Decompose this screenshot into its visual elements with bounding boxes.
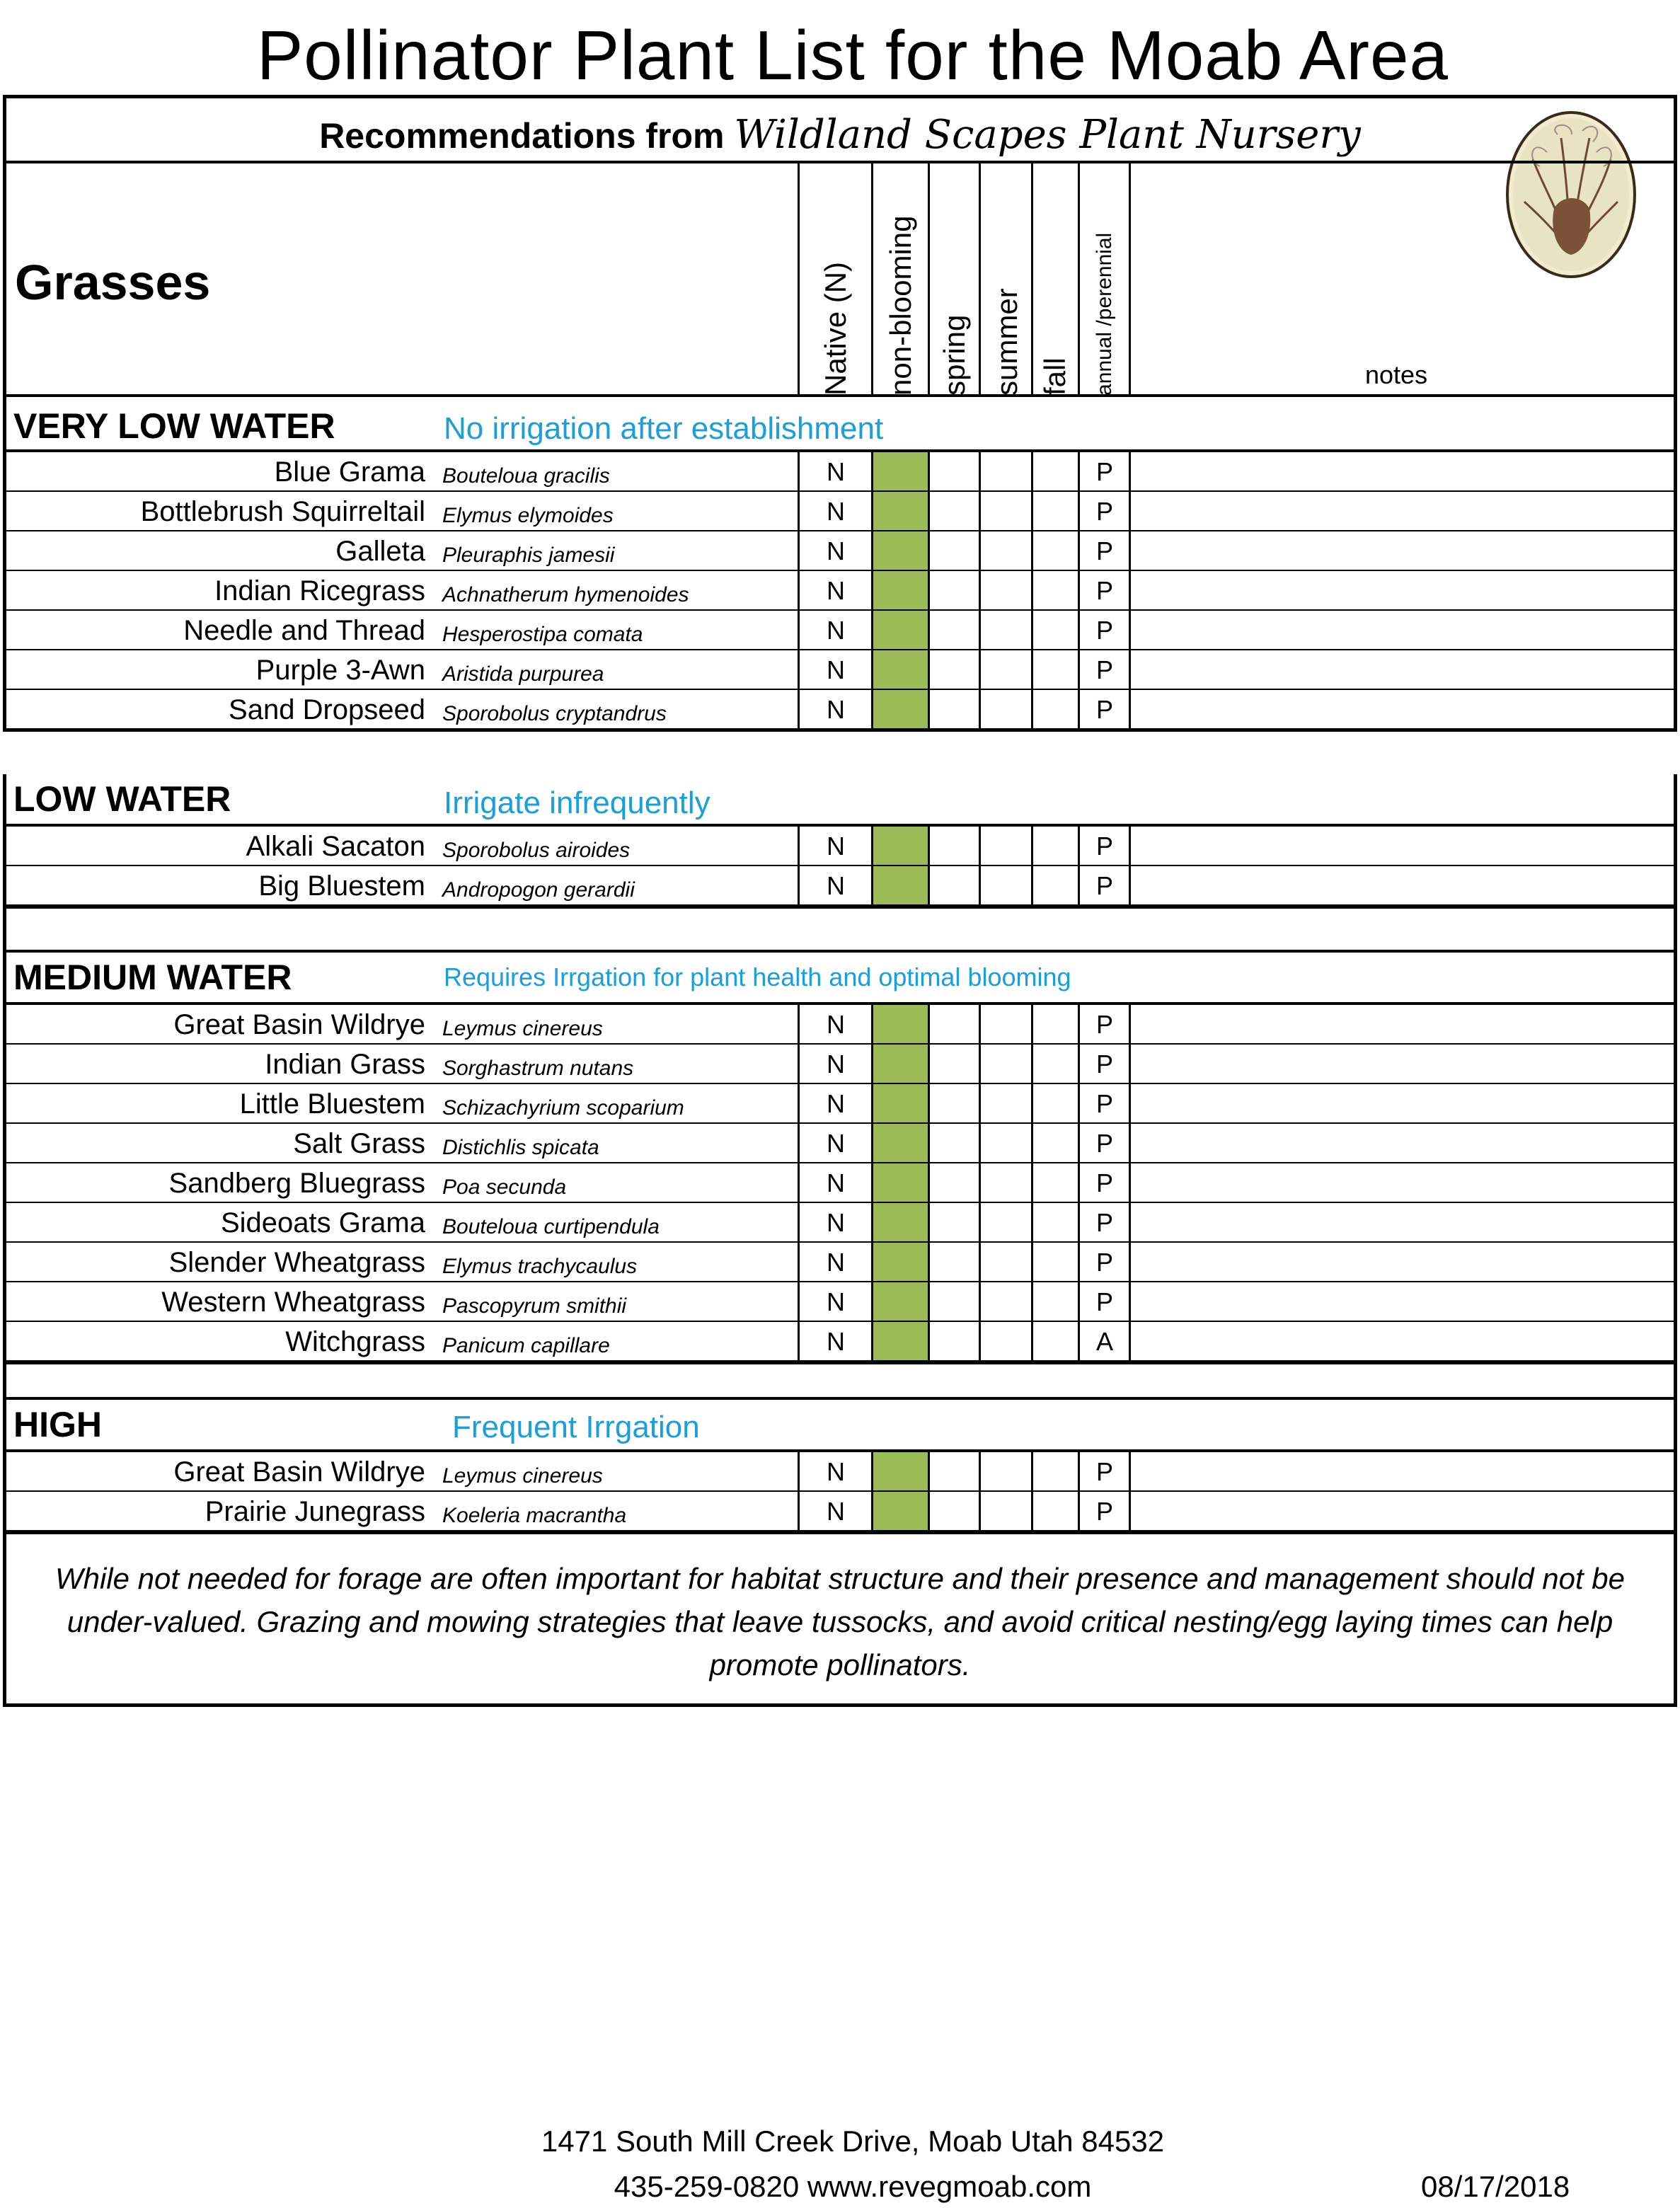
non-blooming-cell <box>873 492 928 531</box>
column-divider <box>979 571 981 611</box>
non-blooming-cell <box>873 531 928 571</box>
native-cell: N <box>827 1168 845 1197</box>
latin-name: Elymus trachycaulus <box>442 1255 638 1278</box>
column-divider <box>1129 1243 1131 1282</box>
column-divider <box>1031 1163 1033 1203</box>
native-cell: N <box>827 1287 845 1316</box>
column-divider <box>798 492 800 531</box>
latin-name: Andropogon gerardii <box>442 878 635 902</box>
plant-row <box>6 452 1674 492</box>
non-blooming-cell <box>873 1203 928 1243</box>
common-name: Bottlebrush Squirreltail <box>140 496 425 527</box>
column-divider <box>798 1045 800 1084</box>
column-divider <box>798 1282 800 1322</box>
column-divider <box>1078 827 1080 866</box>
column-divider <box>1031 1492 1033 1531</box>
column-notes: notes <box>1365 360 1428 389</box>
column-divider <box>1031 1005 1033 1045</box>
column-divider <box>1031 1203 1033 1243</box>
annual-perennial-cell: P <box>1095 1050 1113 1079</box>
common-name: Alkali Sacaton <box>246 831 425 862</box>
common-name: Sandberg Bluegrass <box>168 1168 425 1199</box>
column-divider <box>871 866 873 906</box>
section-note-medium-water: Requires Irrgation for plant health and optimal blooming <box>444 962 1071 991</box>
column-spring: spring <box>938 314 971 396</box>
column-divider <box>798 1163 800 1203</box>
common-name: Slender Wheatgrass <box>168 1247 425 1278</box>
column-divider <box>871 571 873 611</box>
column-divider <box>1031 611 1033 650</box>
column-divider <box>1031 690 1033 730</box>
column-divider <box>1078 492 1080 531</box>
column-divider <box>1129 492 1131 531</box>
latin-name: Elymus elymoides <box>442 504 614 527</box>
column-divider <box>928 866 930 906</box>
column-divider <box>1129 1084 1131 1124</box>
column-divider <box>979 827 981 866</box>
column-divider <box>1129 866 1131 906</box>
column-divider <box>871 1452 873 1492</box>
latin-name: Poa secunda <box>442 1175 567 1199</box>
column-divider <box>798 531 800 571</box>
column-divider <box>1129 611 1131 650</box>
column-divider <box>798 690 800 730</box>
non-blooming-cell <box>873 611 928 650</box>
native-cell: N <box>827 576 845 605</box>
column-divider <box>1078 1282 1080 1322</box>
annual-perennial-cell: P <box>1095 832 1113 861</box>
section-note-very-low-water: No irrigation after establishment <box>444 411 884 446</box>
non-blooming-cell <box>873 1084 928 1124</box>
common-name: Needle and Thread <box>183 615 425 646</box>
column-divider <box>928 1005 930 1045</box>
annual-perennial-cell: P <box>1095 1129 1113 1158</box>
column-divider <box>1078 1005 1080 1045</box>
annual-perennial-cell: P <box>1095 457 1113 486</box>
native-cell: N <box>827 871 845 900</box>
non-blooming-cell <box>873 827 928 866</box>
native-cell: N <box>827 1089 845 1118</box>
common-name: Great Basin Wildrye <box>173 1009 425 1040</box>
column-divider <box>979 1124 981 1163</box>
latin-name: Achnatherum hymenoides <box>442 583 689 606</box>
section-title-very-low-water: VERY LOW WATER <box>13 406 335 446</box>
subtitle-divider <box>6 161 1674 163</box>
latin-name: Hesperostipa comata <box>442 623 643 646</box>
latin-name: Bouteloua gracilis <box>442 464 610 488</box>
column-divider <box>1031 452 1033 492</box>
column-divider <box>798 1322 800 1362</box>
annual-perennial-cell: P <box>1095 1208 1113 1237</box>
column-divider <box>1129 1163 1131 1203</box>
plant-table-upper <box>3 95 1677 732</box>
footer-date: 08/17/2018 <box>1421 2170 1570 2203</box>
non-blooming-cell <box>873 1124 928 1163</box>
common-name: Salt Grass <box>293 1128 425 1159</box>
common-name: Prairie Junegrass <box>205 1496 425 1527</box>
plant-row <box>6 1203 1674 1243</box>
annual-perennial-cell: P <box>1095 1010 1113 1039</box>
column-divider <box>1129 571 1131 611</box>
common-name: Indian Grass <box>265 1049 425 1080</box>
plant-row <box>6 690 1674 730</box>
column-divider <box>928 1203 930 1243</box>
column-divider <box>1078 611 1080 650</box>
column-divider <box>1031 827 1033 866</box>
non-blooming-cell <box>873 866 928 906</box>
column-divider <box>871 1163 873 1203</box>
column-divider <box>928 1492 930 1531</box>
latin-name: Koeleria macrantha <box>442 1504 627 1527</box>
native-cell: N <box>827 1208 845 1237</box>
column-divider <box>1129 1452 1131 1492</box>
latin-name: Pascopyrum smithii <box>442 1294 627 1318</box>
column-divider <box>979 690 981 730</box>
column-divider <box>928 1084 930 1124</box>
common-name: Witchgrass <box>285 1326 425 1357</box>
latin-name: Sporobolus cryptandrus <box>442 702 667 725</box>
column-divider <box>798 1203 800 1243</box>
column-divider <box>1031 1084 1033 1124</box>
column-divider <box>1031 492 1033 531</box>
column-divider <box>928 1243 930 1282</box>
non-blooming-cell <box>873 690 928 730</box>
column-divider <box>979 1322 981 1362</box>
latin-name: Panicum capillare <box>442 1334 610 1357</box>
column-divider <box>1031 571 1033 611</box>
non-blooming-cell <box>873 1282 928 1322</box>
section-title-high: HIGH <box>13 1405 102 1444</box>
column-divider <box>979 866 981 906</box>
subtitle <box>6 104 1674 166</box>
common-name: Sideoats Grama <box>220 1207 425 1238</box>
column-divider <box>979 611 981 650</box>
column-divider <box>871 611 873 650</box>
column-divider <box>798 452 800 492</box>
column-divider <box>928 1322 930 1362</box>
footer-contact: 435-259-0820 www.revegmoab.com <box>614 2170 1092 2203</box>
column-divider <box>798 611 800 650</box>
common-name: Galleta <box>335 536 425 567</box>
column-divider <box>1031 1045 1033 1084</box>
column-divider <box>979 492 981 531</box>
non-blooming-cell <box>873 571 928 611</box>
plant-row <box>6 1084 1674 1124</box>
column-divider <box>798 827 800 866</box>
column-divider <box>1078 1243 1080 1282</box>
column-divider <box>979 1282 981 1322</box>
column-divider <box>1078 531 1080 571</box>
latin-name: Pleuraphis jamesii <box>442 544 615 567</box>
column-divider <box>1078 1203 1080 1243</box>
non-blooming-cell <box>873 1492 928 1531</box>
column-divider <box>1031 1452 1033 1492</box>
section-title-medium-water: MEDIUM WATER <box>13 958 292 997</box>
nursery-logo <box>1504 110 1638 280</box>
column-divider <box>798 866 800 906</box>
row-divider <box>6 728 1674 730</box>
non-blooming-cell <box>873 1005 928 1045</box>
column-divider <box>1078 1045 1080 1084</box>
annual-perennial-cell: P <box>1095 1089 1113 1118</box>
column-divider <box>871 1124 873 1163</box>
column-divider <box>871 1322 873 1362</box>
column-annual-perennial: annual /perennial <box>1093 232 1116 396</box>
column-divider <box>979 531 981 571</box>
column-divider <box>928 650 930 690</box>
column-native: Native (N) <box>819 261 852 396</box>
plant-row <box>6 1322 1674 1362</box>
non-blooming-cell <box>873 452 928 492</box>
native-cell: N <box>827 1248 845 1277</box>
annual-perennial-cell: P <box>1095 695 1113 724</box>
common-name: Purple 3-Awn <box>255 655 425 686</box>
column-divider <box>928 452 930 492</box>
column-divider <box>1129 1282 1131 1322</box>
annual-perennial-cell: P <box>1095 1287 1113 1316</box>
annual-perennial-cell: P <box>1095 1497 1113 1526</box>
page-title: Pollinator Plant List for the Moab Area <box>256 16 1449 94</box>
column-divider <box>871 452 873 492</box>
plant-row <box>6 1282 1674 1322</box>
latin-name: Sorghastrum nutans <box>442 1057 634 1080</box>
column-divider <box>979 1045 981 1084</box>
annual-perennial-cell: P <box>1095 536 1113 565</box>
nursery-name: Wildland Scapes Plant Nursery <box>734 112 1361 158</box>
native-cell: N <box>827 1327 845 1356</box>
column-divider <box>979 1163 981 1203</box>
latin-name: Aristida purpurea <box>442 662 604 686</box>
plant-row <box>6 571 1674 611</box>
column-divider <box>798 1243 800 1282</box>
column-divider <box>1129 1045 1131 1084</box>
column-divider <box>1129 1124 1131 1163</box>
column-fall: fall <box>1038 357 1071 396</box>
latin-name: Distichlis spicata <box>442 1136 599 1159</box>
native-cell: N <box>827 655 845 684</box>
column-divider <box>871 1492 873 1531</box>
native-cell: N <box>827 1010 845 1039</box>
column-divider <box>928 1045 930 1084</box>
column-divider <box>1078 571 1080 611</box>
plant-row <box>6 492 1674 531</box>
column-divider <box>871 1045 873 1084</box>
column-divider <box>798 650 800 690</box>
column-divider <box>798 1124 800 1163</box>
non-blooming-cell <box>873 1322 928 1362</box>
column-divider <box>928 492 930 531</box>
plant-row <box>6 1124 1674 1163</box>
annual-perennial-cell: P <box>1095 616 1113 645</box>
column-divider <box>928 1124 930 1163</box>
annual-perennial-cell: P <box>1095 1248 1113 1277</box>
plant-row <box>6 1243 1674 1282</box>
subtitle-prefix: Recommendations from <box>319 116 725 156</box>
column-divider <box>1129 1203 1131 1243</box>
column-divider <box>1129 650 1131 690</box>
common-name: Sand Dropseed <box>229 694 425 725</box>
latin-name: Leymus cinereus <box>442 1017 603 1040</box>
non-blooming-cell <box>873 1163 928 1203</box>
non-blooming-cell <box>873 650 928 690</box>
annual-perennial-cell: P <box>1095 655 1113 684</box>
column-divider <box>1129 690 1131 730</box>
column-divider <box>1078 452 1080 492</box>
column-divider <box>1031 1243 1033 1282</box>
plant-row <box>6 1492 1674 1531</box>
plant-row <box>6 866 1674 906</box>
column-divider <box>979 1005 981 1045</box>
non-blooming-cell <box>873 1452 928 1492</box>
native-cell: N <box>827 1050 845 1079</box>
column-divider <box>979 1084 981 1124</box>
plant-row <box>6 1163 1674 1203</box>
column-divider <box>1129 531 1131 571</box>
native-cell: N <box>827 695 845 724</box>
column-divider <box>1129 827 1131 866</box>
column-divider <box>979 650 981 690</box>
column-divider <box>928 690 930 730</box>
common-name: Western Wheatgrass <box>161 1287 425 1318</box>
latin-name: Sporobolus airoides <box>442 839 631 862</box>
column-divider <box>798 1492 800 1531</box>
column-divider <box>1078 650 1080 690</box>
non-blooming-cell <box>873 1045 928 1084</box>
footer-address: 1471 South Mill Creek Drive, Moab Utah 84532 <box>541 2124 1165 2158</box>
column-divider <box>979 1492 981 1531</box>
column-non-blooming: non-blooming <box>884 215 917 396</box>
native-cell: N <box>827 536 845 565</box>
column-divider <box>1078 1492 1080 1531</box>
column-divider <box>871 650 873 690</box>
common-name: Little Bluestem <box>239 1088 425 1120</box>
native-cell: N <box>827 1497 845 1526</box>
column-divider <box>979 1243 981 1282</box>
column-divider <box>1129 1005 1131 1045</box>
column-divider <box>1078 690 1080 730</box>
column-divider <box>928 827 930 866</box>
common-name: Big Bluestem <box>258 870 425 902</box>
column-divider <box>798 571 800 611</box>
plant-row <box>6 611 1674 650</box>
native-cell: N <box>827 457 845 486</box>
column-summer: summer <box>990 288 1023 396</box>
plant-row <box>6 1045 1674 1084</box>
column-divider <box>979 1452 981 1492</box>
column-divider <box>871 1243 873 1282</box>
closing-statement: While not needed for forage are often important for habitat structure and their presence and management should not be under-valued. Grazing and mowing strategies that leave tussocks, and avoid critical nesting/egg laying times can help promote pollinators. <box>54 1562 1626 1681</box>
column-divider <box>1078 1084 1080 1124</box>
latin-name: Schizachyrium scoparium <box>442 1096 684 1120</box>
column-divider <box>1031 1124 1033 1163</box>
column-divider <box>1031 1322 1033 1362</box>
annual-perennial-cell: P <box>1095 576 1113 605</box>
native-cell: N <box>827 497 845 526</box>
column-divider <box>1129 1492 1131 1531</box>
column-divider <box>1078 1163 1080 1203</box>
column-divider <box>1129 452 1131 492</box>
category-heading: Grasses <box>15 255 211 310</box>
annual-perennial-cell: P <box>1095 497 1113 526</box>
column-divider <box>871 1203 873 1243</box>
column-divider <box>1031 866 1033 906</box>
common-name: Indian Ricegrass <box>214 575 425 606</box>
non-blooming-cell <box>873 1243 928 1282</box>
section-note-low-water: Irrigate infrequently <box>444 786 710 820</box>
native-cell: N <box>827 1457 845 1486</box>
annual-perennial-cell: P <box>1095 871 1113 900</box>
column-divider <box>1129 1322 1131 1362</box>
annual-perennial-cell: P <box>1095 1168 1113 1197</box>
common-name: Blue Grama <box>274 456 425 488</box>
column-divider <box>871 531 873 571</box>
latin-name: Bouteloua curtipendula <box>442 1215 660 1238</box>
latin-name: Leymus cinereus <box>442 1464 603 1488</box>
column-divider <box>871 1005 873 1045</box>
column-divider <box>798 1005 800 1045</box>
column-divider <box>1078 1452 1080 1492</box>
column-divider <box>928 1282 930 1322</box>
native-cell: N <box>827 616 845 645</box>
native-cell: N <box>827 832 845 861</box>
column-divider <box>1078 1322 1080 1362</box>
column-divider <box>871 492 873 531</box>
column-divider <box>1078 866 1080 906</box>
column-divider <box>871 1282 873 1322</box>
annual-perennial-cell: A <box>1095 1327 1113 1356</box>
column-divider <box>979 1203 981 1243</box>
column-divider <box>928 1163 930 1203</box>
column-divider <box>928 571 930 611</box>
common-name: Great Basin Wildrye <box>173 1456 425 1488</box>
plant-row <box>6 650 1674 690</box>
section-title-low-water: LOW WATER <box>13 779 231 819</box>
column-divider <box>928 611 930 650</box>
plant-row <box>6 531 1674 571</box>
plant-row <box>6 1452 1674 1492</box>
column-divider <box>871 690 873 730</box>
annual-perennial-cell: P <box>1095 1457 1113 1486</box>
column-divider <box>798 1084 800 1124</box>
native-cell: N <box>827 1129 845 1158</box>
column-divider <box>979 452 981 492</box>
plant-row <box>6 827 1674 866</box>
column-divider <box>928 1452 930 1492</box>
column-divider <box>871 1084 873 1124</box>
section-note-high: Frequent Irrgation <box>452 1410 700 1444</box>
plant-row <box>6 1005 1674 1045</box>
column-divider <box>798 1452 800 1492</box>
column-divider <box>1031 650 1033 690</box>
column-divider <box>1031 531 1033 571</box>
column-divider <box>1078 1124 1080 1163</box>
column-divider <box>871 827 873 866</box>
column-divider <box>1031 1282 1033 1322</box>
column-divider <box>928 531 930 571</box>
